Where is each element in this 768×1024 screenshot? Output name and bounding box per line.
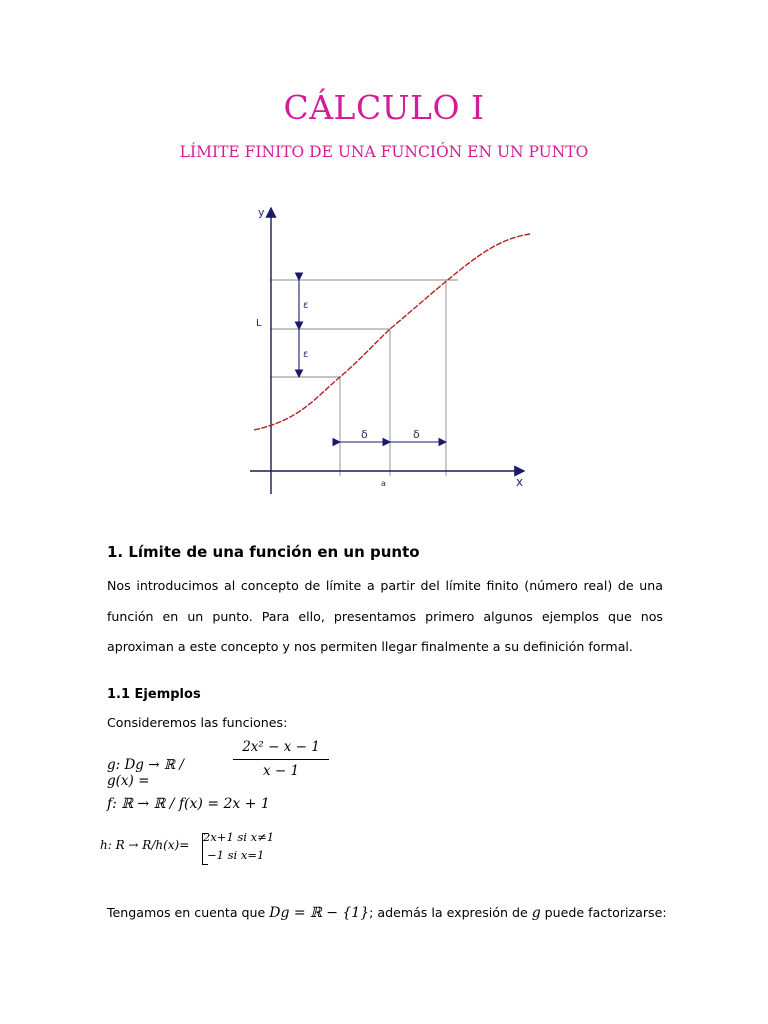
note-suffix: puede factorizarse: [540,905,667,920]
limit-diagram [240,198,540,498]
examples-heading: 1.1 Ejemplos [107,687,201,702]
note-middle: ; además la expresión de [369,905,532,920]
x-axis-label: x [516,475,524,489]
g-numerator: 2x² − x − 1 [233,739,329,760]
y-axis-label: y [258,206,265,219]
h-case-1: 2x+1 si x≠1 [203,830,275,844]
domain-expression: Dg = ℝ − {1} [269,905,370,921]
document-subtitle: LÍMITE FINITO DE UNA FUNCIÓN EN UN PUNTO [179,143,589,161]
guide-lines [270,280,458,476]
epsilon-label-upper: ε [303,300,309,311]
g-denominator: x − 1 [262,763,300,779]
g-function-expression: g(x) = [107,773,150,789]
function-curve [254,234,530,430]
g-symbol: g [531,905,541,921]
intro-paragraph: Nos introducimos al concepto de límite a partir del límite finito (número real) de una función en un punto. Para ello, presentamos primero algunos ejemplos que nos aproximan a este concepto y nos permiten llegar finalmente a su definición formal. [107,578,663,654]
section-heading: 1. Límite de una función en un punto [107,543,420,561]
note-prefix: Tengamos en cuenta que [107,905,270,920]
g-fraction [233,739,329,779]
factorization-note [107,905,667,921]
f-function-definition: f: ℝ → ℝ / f(x) = 2x + 1 [107,796,270,812]
h-function-definition: h: R → R/h(x)= [100,838,190,852]
L-label: L [256,318,262,329]
document-title: CÁLCULO I [283,88,485,127]
delta-label-left: δ [361,428,368,441]
g-function-definition: g: Dg → ℝ / [107,757,184,773]
delta-label-right: δ [413,428,420,441]
h-case-2: −1 si x=1 [207,848,265,862]
a-label: a [381,479,386,488]
epsilon-label-lower: ε [303,349,309,360]
examples-intro: Consideremos las funciones: [107,715,288,730]
